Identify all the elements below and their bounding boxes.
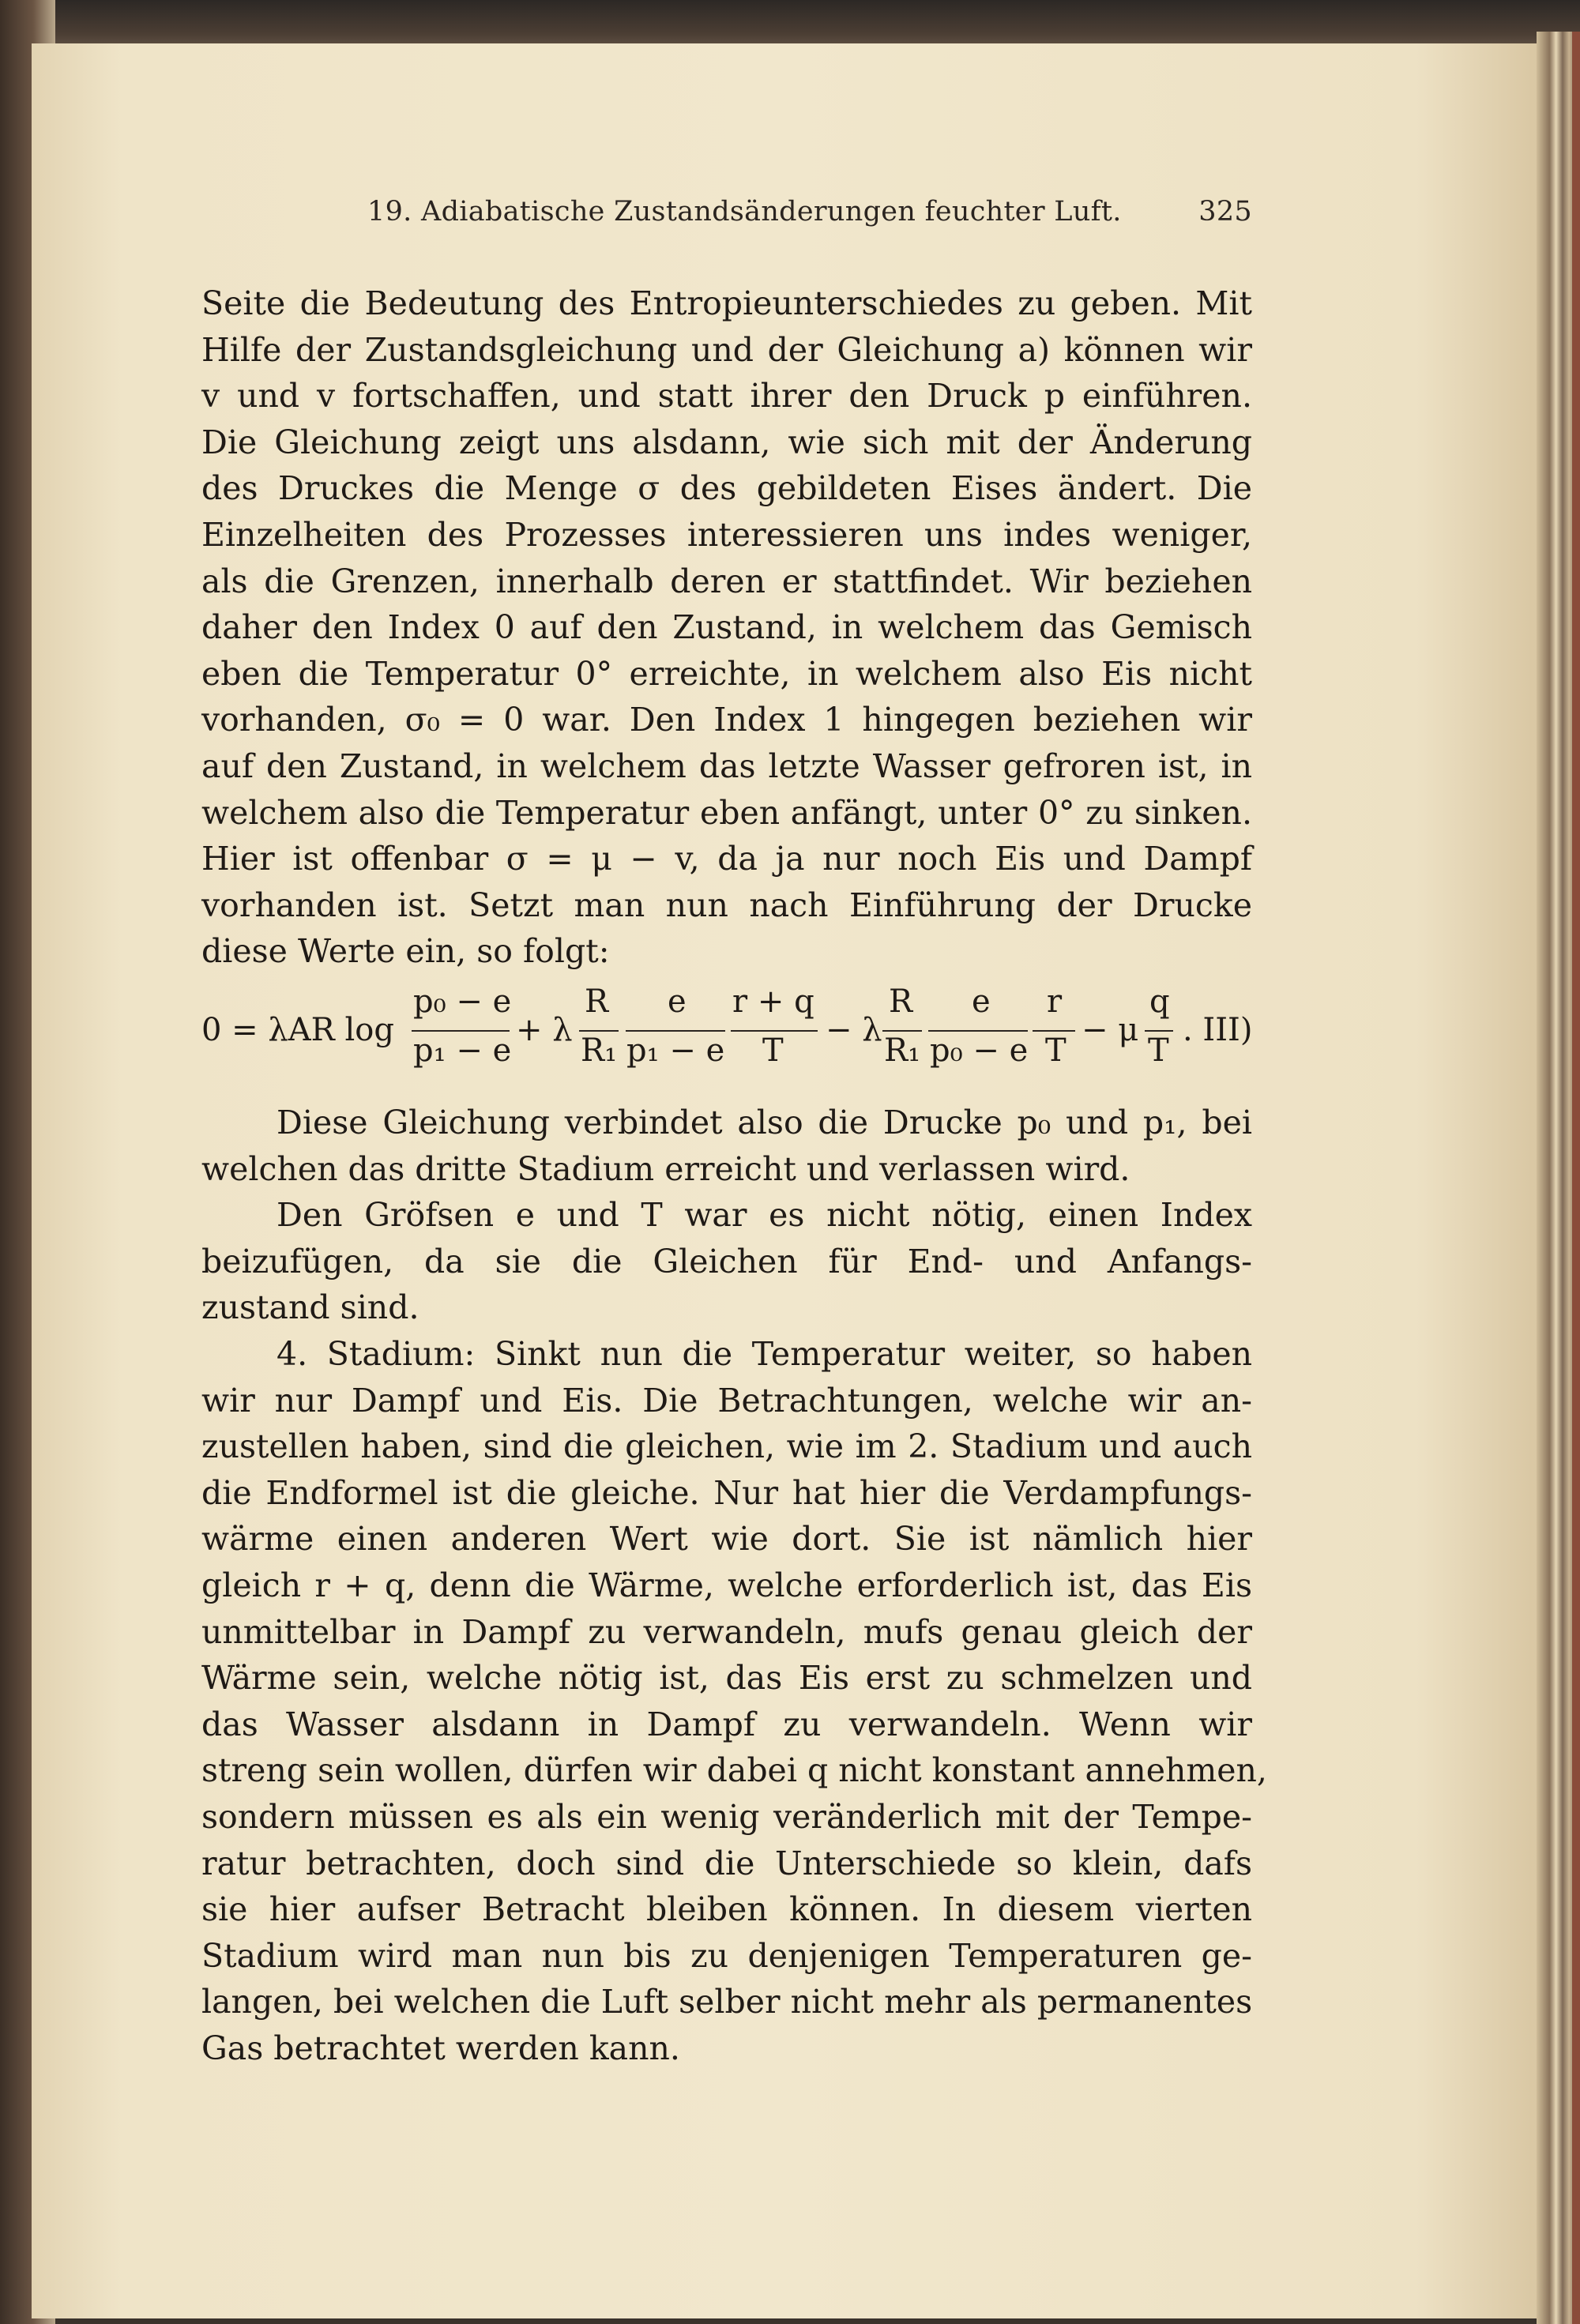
text-line: unmittelbar in Dampf zu verwandeln, mufs genau gleich der — [201, 1612, 1252, 1651]
frac6-numerator: e — [972, 983, 991, 1020]
text-line: 4. Stadium: Sinkt nun die Temperatur weiter, so haben — [276, 1334, 1252, 1373]
text-line: Den Gröfsen e und T war es nicht nötig, einen Index — [276, 1196, 1252, 1235]
text-line: vorhanden ist. Setzt man nun nach Einführung der Drucke — [201, 886, 1252, 924]
text-line: Einzelheiten des Prozesses interessieren uns indes weniger, — [201, 515, 1252, 554]
text-line: Stadium wird man nun bis zu denjenigen Temperaturen ge- — [201, 1936, 1252, 1975]
text-line: sondern müssen es als ein wenig veränderlich mit der Tempe- — [201, 1797, 1252, 1836]
text-line: wärme einen anderen Wert wie dort. Sie ist nämlich hier — [201, 1520, 1252, 1559]
formula-III — [201, 983, 1252, 1078]
fraction-bar — [1033, 1030, 1075, 1032]
frac3-numerator: e — [668, 983, 687, 1020]
text-line: des Druckes die Menge σ des gebildeten Eises ändert. Die — [201, 469, 1252, 508]
frac6-denominator: p₀ − e — [930, 1032, 1029, 1069]
frac2-numerator: R — [585, 983, 609, 1020]
text-line: beizufügen, da sie die Gleichen für End- und Anfangs- — [201, 1242, 1252, 1280]
formula-plus: + λ — [516, 1012, 573, 1048]
text-line: Diese Gleichung verbindet also die Drucke p₀ und p₁, bei — [276, 1104, 1252, 1141]
body-lower — [201, 1100, 1267, 2071]
text-line: Seite die Bedeutung des Entropieunterschiedes zu geben. Mit — [201, 284, 1252, 322]
frac3-denominator: p₁ − e — [626, 1032, 725, 1069]
fraction-bar — [928, 1030, 1028, 1032]
paragraph-1 — [201, 280, 1252, 975]
fraction-bar — [1145, 1030, 1173, 1032]
formula-label: . III) — [1183, 1012, 1253, 1048]
text-line: Hier ist offenbar σ = μ − v, da ja nur noch Eis und Dampf — [201, 840, 1252, 878]
frac7-denominator: T — [1045, 1032, 1066, 1069]
text-line: ratur betrachten, doch sind die Unterschiede so klein, dafs — [201, 1844, 1252, 1882]
text-line: vorhanden, σ₀ = 0 war. Den Index 1 hingegen beziehen wir — [201, 701, 1252, 739]
text-line: zustellen haben, sind die gleichen, wie im 2. Stadium und auch — [201, 1427, 1252, 1466]
text-line: gleich r + q, denn die Wärme, welche erforderlich ist, das Eis — [201, 1566, 1252, 1604]
text-line: zustand sind. — [201, 1288, 419, 1327]
text-line: Hilfe der Zustandsgleichung und der Gleichung a) können wir — [201, 330, 1252, 369]
text-line: die Endformel ist die gleiche. Nur hat hier die Verdampfungs- — [201, 1473, 1252, 1512]
book-cover-edge — [1572, 32, 1580, 2324]
text-line: Wärme sein, welche nötig ist, das Eis erst zu schmelzen und — [201, 1659, 1252, 1698]
text-line: langen, bei welchen die Luft selber nicht mehr als permanentes — [201, 1983, 1253, 2021]
text-line: Die Gleichung zeigt uns alsdann, wie sich mit der Änderung — [201, 423, 1252, 461]
text-line-last: Gas betrachtet werden kann. — [201, 2029, 680, 2067]
text-line: wir nur Dampf und Eis. Die Betrachtungen, welche wir an- — [201, 1381, 1252, 1420]
fraction-bar — [412, 1030, 510, 1032]
page-number: 325 — [1198, 196, 1252, 228]
fraction-bar — [731, 1030, 818, 1032]
frac2-denominator: R₁ — [581, 1032, 618, 1069]
running-head: 19. Adiabatische Zustandsänderungen feuchter Luft. — [367, 196, 1122, 228]
text-line: v und v fortschaffen, und statt ihrer den Druck p einführen. — [201, 377, 1252, 416]
frac5-numerator: R — [889, 983, 913, 1020]
frac1-numerator: p₀ − e — [413, 983, 512, 1020]
formula-minus: − λ — [826, 1012, 882, 1048]
text-line: welchen das dritte Stadium erreicht und verlassen wird. — [201, 1149, 1130, 1188]
text-line: eben die Temperatur 0° erreichte, in welchem also Eis nicht — [201, 654, 1252, 693]
text-line-last: diese Werte ein, so folgt: — [201, 932, 610, 971]
frac4-numerator: r + q — [732, 983, 814, 1020]
text-line: welchem also die Temperatur eben anfängt, unter 0° zu sinken. — [201, 793, 1252, 832]
frac8-denominator: T — [1148, 1032, 1169, 1069]
text-line: als die Grenzen, innerhalb deren er stattfindet. Wir beziehen — [201, 562, 1252, 600]
text-line: das Wasser alsdann in Dampf zu verwandeln. Wenn wir — [201, 1705, 1252, 1743]
fraction-bar — [626, 1030, 725, 1032]
frac4-denominator: T — [762, 1032, 784, 1069]
text-line: daher den Index 0 auf den Zustand, in welchem das Gemisch — [201, 608, 1252, 647]
formula-lhs: 0 = λAR log — [201, 1012, 394, 1048]
frac7-numerator: r — [1047, 983, 1063, 1020]
frac8-numerator: q — [1149, 983, 1170, 1020]
fraction-bar — [579, 1030, 619, 1032]
fraction-bar — [882, 1030, 922, 1032]
frac1-denominator: p₁ − e — [413, 1032, 512, 1069]
text-line: streng sein wollen, dürfen wir dabei q nicht konstant annehmen, — [201, 1751, 1267, 1790]
formula-minus-mu: − μ — [1082, 1012, 1139, 1048]
text-line: auf den Zustand, in welchem das letzte Wasser gefroren ist, in — [201, 746, 1252, 785]
text-line: sie hier aufser Betracht bleiben können. In diesem vierten — [201, 1890, 1252, 1929]
frac5-denominator: R₁ — [884, 1032, 921, 1069]
